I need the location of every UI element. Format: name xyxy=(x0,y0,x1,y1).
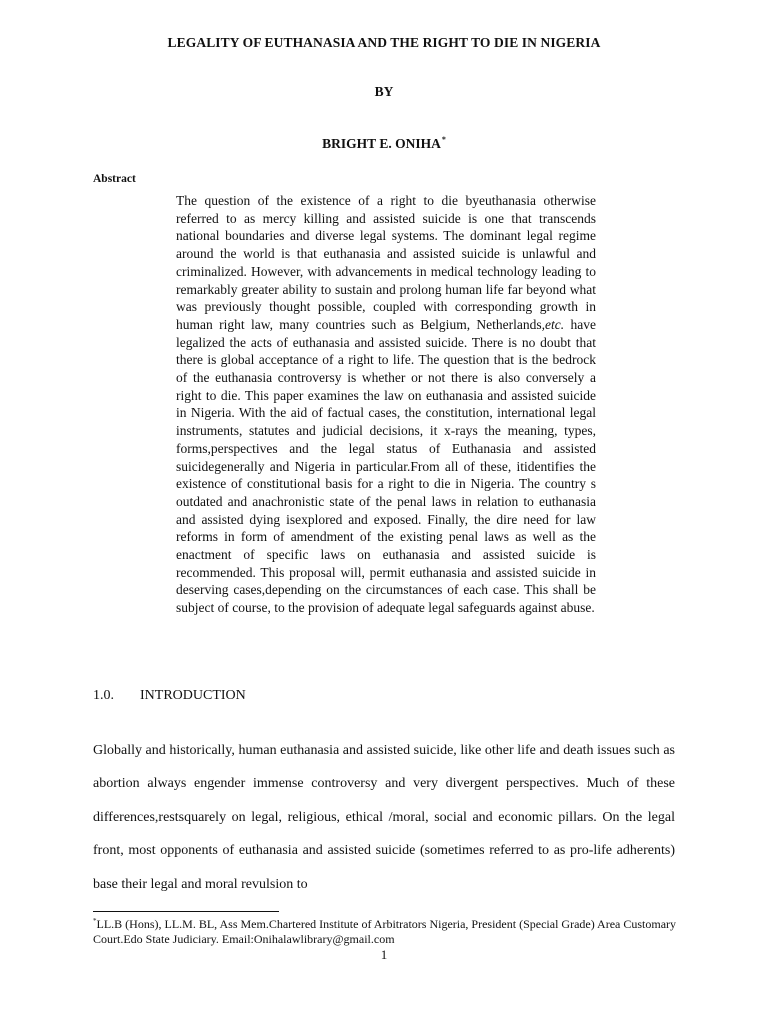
introduction-paragraph: Globally and historically, human euthanasia and assisted suicide, like other life and death issues such as abortion always engender immense controversy and very divergent perspectives. Much of these differences,restsquarely on legal, religious, ethical /moral, social and economic pillars. On the legal front, most opponents of euthanasia and assisted suicide (sometimes referred to as pro-life adherents) base their legal and moral revulsion to xyxy=(93,743,675,892)
abstract-text-part-2: have legalized the acts of euthanasia and assisted suicide. There is no doubt that there is global acceptance of a right to life. The question that is the bedrock of the euthanasia controversy is whether or not there is also conversely a right to die. This paper examines the law on euthanasia and assisted suicide in Nigeria. With the aid of factual cases, the constitution, international legal instruments, statutes and judicial decisions, it x-rays the meaning, types, forms,perspectives and the legal status of Euthanasia and assisted suicidegenerally and Nigeria in particular.From all of these, itidentifies the existence of constitutional basis for a right to die in Nigeria. The country s outdated and anachronistic state of the penal laws in relation to euthanasia and assisted dying isexplored and exposed. Finally, the dire need for law reforms in form of amendment of the existing penal laws as well as the enactment of specific laws on euthanasia and assisted suicide is recommended. This proposal will, permit euthanasia and assisted suicide in deserving cases,depending on the circumstances of each case. This shall be subject of course, to the provision of adequate legal safeguards against abuse. xyxy=(176,316,596,616)
author-name-text: BRIGHT E. ONIHA xyxy=(322,136,441,151)
section-number: 1.0. xyxy=(93,688,114,703)
abstract-label: Abstract xyxy=(93,173,136,185)
paper-title: LEGALITY OF EUTHANASIA AND THE RIGHT TO DIE IN NIGERIA xyxy=(167,35,601,50)
abstract-text-part-1: The question of the existence of a right to die byeuthanasia otherwise referred to as mercy killing and assisted suicide is one that transcends national boundaries and diverse legal systems. The dominant legal regime around the world is that euthanasia and assisted suicide is unlawful and criminalized. However, with advancements in medical technology leading to remarkably greater ability to sustain and prolong human life far beyond what was previously thought possible, coupled with corresponding growth in human right law, many countries such as Belgium, Netherlands xyxy=(176,193,596,332)
footnote xyxy=(93,914,678,947)
abstract-body xyxy=(176,192,596,617)
section-title: INTRODUCTION xyxy=(140,688,246,703)
footnote-divider xyxy=(93,911,279,912)
page-number: 1 xyxy=(380,947,388,962)
footnote-mark: * xyxy=(93,917,97,925)
byline-label: BY xyxy=(374,84,394,99)
author-name xyxy=(0,135,768,152)
section-heading xyxy=(93,688,246,704)
footnote-text: LL.B (Hons), LL.M. BL, Ass Mem.Chartered Institute of Arbitrators Nigeria, President (Special Grade) Area Customary Court.Edo State Judiciary. Email:Onihalawlibrary@gmail.com xyxy=(93,917,677,946)
abstract-etc: ,etc. xyxy=(541,316,565,332)
author-footnote-mark[interactable]: * xyxy=(441,135,446,144)
